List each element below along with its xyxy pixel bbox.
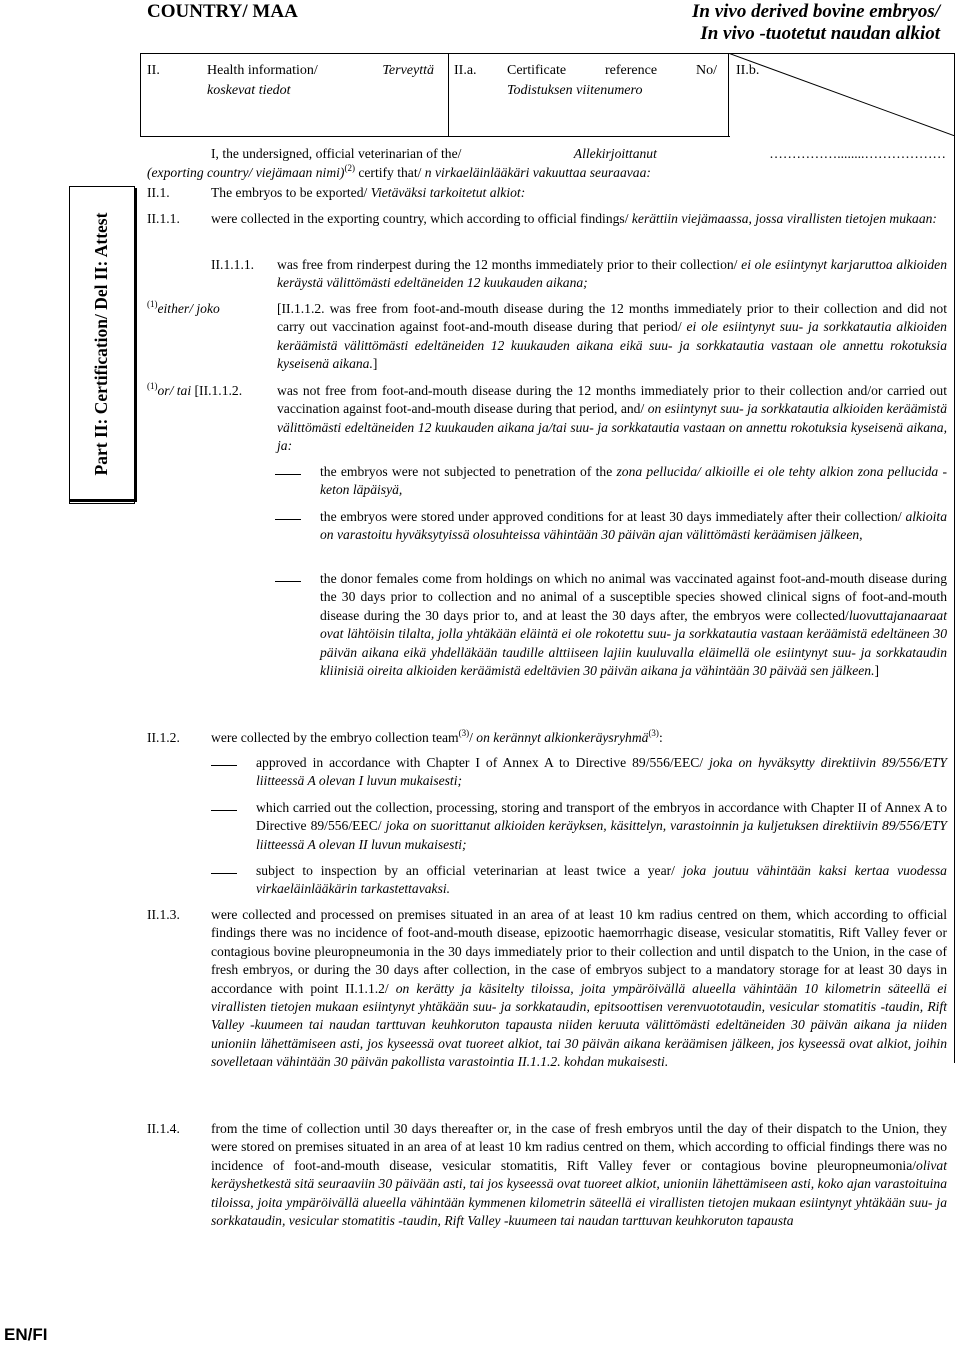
header-divider-1 bbox=[448, 53, 449, 136]
section-ii112-fi: ei ole esiintynyt suu- ja sorkkatautia alkioiden keräämistä välittömästi edeltäneiden 12 kuukauden aikana eikä suu- ja sorkkatautia vastaan ole annettu rokotuksia kyseisenä aikana. bbox=[277, 319, 947, 372]
intro-certify: certify that/ bbox=[354, 165, 422, 180]
section-ii12-en: were collected by the embryo collection team bbox=[211, 730, 459, 745]
or-item-2-fi: alkioita on varastoitu hyväksytyissä olosuhteissa vähintään 30 päivän ajan välittömästi keräämisen jälkeen, bbox=[320, 509, 947, 543]
section-ii11-text bbox=[211, 210, 947, 228]
section-ii14-fi: olivat keräyshetkestä sitä seuraaviin 30 päivään asti, tai jos kyseessä ovat tuoreet alkiot, unioniin lähettämiseen asti, koko ajan varastoituina tiloissa, joita ympäröivällä alueella vähintään kymmenen kilometrin säteellä ei virallisten tietojen mukaan esiintynyt yhtäkään suu- ja sorkkataudin, vesicular stomatitis -taudin, Rift Valley -kuumeen tai naudan tarttuvan keuhkoruton tapausta bbox=[211, 1157, 947, 1229]
cert-ref-label-a: Certificate bbox=[507, 63, 567, 78]
team-item-1-en: approved in accordance with Chapter I of Annex A to Directive 89/556/EEC/ bbox=[256, 755, 704, 770]
intro-footnote-2: (2) bbox=[344, 163, 355, 173]
section-ii112-close: ] bbox=[372, 356, 378, 372]
or-item-2 bbox=[320, 508, 947, 545]
team-item-1-fi: joka on hyväksytty direktiivin 89/556/ETY liitteessä A olevan I luvun mukaisesti; bbox=[256, 755, 947, 789]
or-item-1 bbox=[320, 463, 947, 500]
health-info-label bbox=[207, 61, 434, 101]
section-ii111-number: II.1.1.1. bbox=[211, 257, 255, 272]
section-ii1-number: II.1. bbox=[147, 185, 170, 200]
or-item-2-en: the embryos were stored under approved conditions for at least 30 days immediately after their collection/ bbox=[320, 509, 902, 524]
bullet-dash bbox=[211, 810, 237, 811]
cert-ref-number: II.a. bbox=[454, 63, 477, 78]
cert-ref-label-b: reference bbox=[605, 63, 658, 78]
intro-line-2 bbox=[147, 164, 947, 182]
bullet-dash bbox=[275, 474, 301, 475]
section-ii111-fi: ei ole esiintynyt karjaruttoa alkioiden keräystä välittömästi edeltäneiden 12 kuukauden aikana; bbox=[277, 257, 947, 291]
health-info-label-en: Health information/ bbox=[207, 63, 318, 78]
product-title bbox=[692, 1, 940, 45]
or-number: [II.1.1.2. bbox=[194, 383, 243, 398]
section-or-fi: on esiintynyt suu- ja sorkkatautia alkioiden keräämistä välittömästi edeltäneiden 12 kuukauden aikana ja/tai suu- ja sorkkatautia vastaan on annettu rokotuksia kyseisenä aikana, ja: bbox=[277, 401, 947, 454]
section-ii12-sep: / bbox=[469, 730, 473, 745]
intro-country-placeholder: (exporting country/ viejämaan nimi) bbox=[147, 165, 345, 180]
section-ii111-text bbox=[277, 256, 947, 293]
section-ii12-fi: on kerännyt alkionkeräysryhmä bbox=[472, 730, 649, 745]
health-info-label-fi-2: koskevat tiedot bbox=[207, 83, 291, 98]
product-title-en: In vivo derived bovine embryos/ bbox=[691, 1, 940, 22]
team-item-3 bbox=[256, 862, 947, 899]
or-item-1-fi: zona pellucida/ alkioille ei ole tehty alkion zona pellucida -keton läpäisyä, bbox=[320, 464, 947, 498]
bullet-dash bbox=[275, 519, 301, 520]
health-info-number: II. bbox=[147, 63, 160, 78]
section-ii13-en: were collected and processed on premises situated in an area of at least 10 km radius centred on them, which according to official findings there was no incidence of foot-and-mouth disease, epizootic haemorrhagic disease, vesicular stomatitis, Rift Valley fever or contagious bovine pleuropneumonia in the 30 days immediately prior to their collection and until dispatch to the Union, in the case of fresh embryos, or during the 30 days after collection, in the case of embryos subject to a mandatory storage for at least 30 days in accordance with point II.1.1.2/ bbox=[211, 907, 947, 996]
or-item-3-fi: luovuttajanaaraat ovat lähtöisin tilalta, jolla yhtäkään eläintä ei ole rokotettu suu- ja sorkkatautia vastaan keräämistä edeltäneen 30 päivän aikana eikä yhdelläkään taudille alttiiseen lajiin kuuluvalla eläimellä ole esiintynyt suu- ja sorkkataudin kliinisiä oireita alkioiden keräämistä edeltävien 30 päivän aikana ja vähintään 30 päivää sen jälkeen. bbox=[320, 607, 947, 679]
section-ii12-footnote-2: (3) bbox=[648, 728, 659, 738]
section-ii12-colon: : bbox=[658, 730, 663, 745]
iib-number: II.b. bbox=[736, 63, 760, 78]
header-diagonal bbox=[728, 53, 955, 136]
team-item-3-fi: joka joutuu vähintään kaksi kertaa vuodessa virkaeläinlääkärin tarkastettavaksi. bbox=[256, 863, 947, 897]
section-ii13-number: II.1.3. bbox=[147, 907, 180, 922]
either-label bbox=[147, 300, 220, 318]
cert-ref-label bbox=[507, 61, 717, 101]
team-item-2-en: which carried out the collection, processing, storing and transport of the embryos in accordance with Chapter II of Annex A to Directive 89/556/EEC/ bbox=[256, 800, 947, 834]
section-or-en: was not free from foot-and-mouth disease during the 12 months immediately prior to their collection and/or carried out vaccination against foot-and-mouth disease during that period, and/ bbox=[277, 383, 947, 417]
header-left-rule bbox=[140, 53, 141, 136]
team-item-2 bbox=[256, 799, 947, 854]
either-text: either/ joko bbox=[157, 301, 220, 316]
section-ii111-en: was free from rinderpest during the 12 months immediately prior to their collection/ bbox=[277, 257, 738, 272]
either-footnote: (1) bbox=[147, 299, 158, 309]
section-ii1-en: The embryos to be exported/ bbox=[211, 185, 368, 200]
side-panel-shadow-bottom bbox=[69, 499, 137, 502]
cert-ref-label-fi: Todistuksen viitenumero bbox=[507, 83, 643, 98]
section-ii112-number: [II.1.1.2. bbox=[277, 301, 325, 316]
or-item-3-en: the donor females come from holdings on which no animal was vaccinated against foot-and-mouth disease during the 30 days prior to collection and no animal of a susceptible species showed clinical signs of foot-and-mouth disease during the 30 days prior to, and at least the 30 days after, the embryos were collected/ bbox=[320, 571, 947, 623]
section-ii112-or-text bbox=[277, 382, 947, 456]
section-ii1-text bbox=[211, 184, 525, 202]
section-ii11-en: were collected in the exporting country, which according to official findings/ bbox=[211, 211, 629, 226]
page-right-rule bbox=[954, 53, 955, 1063]
product-title-fi: In vivo -tuotetut naudan alkiot bbox=[700, 23, 940, 44]
section-ii12-text bbox=[211, 729, 947, 747]
intro-fi: Allekirjoittanut bbox=[573, 146, 657, 161]
intro-line-1 bbox=[211, 145, 946, 163]
section-ii13-text bbox=[211, 906, 947, 1072]
country-label: COUNTRY/ MAA bbox=[147, 1, 298, 22]
section-ii14-en: from the time of collection until 30 days thereafter or, in the case of fresh embryos until the day of their dispatch to the Union, they were stored on premises situated in an area of at least 10 km radius centred on them, which according to official findings there was no incidence of foot-and-mouth disease, vesicular stomatitis, Rift Valley fever or contagious bovine pleuropneumonia/ bbox=[211, 1121, 947, 1173]
language-code: EN/FI bbox=[4, 1325, 48, 1344]
section-ii12-number: II.1.2. bbox=[147, 730, 180, 745]
bullet-dash bbox=[211, 873, 237, 874]
header-bottom-rule bbox=[140, 136, 730, 137]
section-ii11-number: II.1.1. bbox=[147, 211, 180, 226]
cert-ref-label-c: No/ bbox=[695, 63, 717, 78]
or-item-1-en: the embryos were not subjected to penetration of the bbox=[320, 464, 617, 479]
bullet-dash bbox=[275, 581, 301, 582]
or-footnote: (1) bbox=[147, 381, 158, 391]
section-ii14-text bbox=[211, 1120, 947, 1230]
section-ii1-fi: Vietäväksi tarkoitetut alkiot: bbox=[367, 185, 526, 200]
intro-certify-fi: n virkaeläinlääkäri vakuuttaa seuraavaa: bbox=[421, 165, 651, 180]
health-info-label-fi: Terveyttä bbox=[382, 63, 434, 78]
section-ii14-number: II.1.4. bbox=[147, 1121, 180, 1136]
bullet-dash bbox=[211, 765, 237, 766]
section-ii112-either-text bbox=[277, 300, 947, 374]
or-item-3-close: ] bbox=[874, 663, 879, 679]
or-item-3 bbox=[320, 570, 947, 680]
team-item-1 bbox=[256, 754, 947, 791]
intro-en: I, the undersigned, official veterinarian of the/ bbox=[211, 146, 462, 161]
section-ii112-en: was free from foot-and-mouth disease during the 12 months immediately prior to their collection and did not carry out vaccination against foot-and-mouth disease during that period/ bbox=[277, 301, 947, 335]
section-ii13-fi: on kerätty ja käsitelty tiloissa, joita ympäröivällä alueella vähintään 10 kilometrin säteellä ei virallisten tietojen mukaan esiintynyt yhtäkään suu- ja sorkkataudin, epitsoottisen verenvuototaudin, vesicular stomatitis -taudin, Rift Valley -kuumeen tai naudan tarttuvan keuhkoruton tapausta niiden keruuta välittömästi edeltäneiden 30 päivän aikana ja niiden unioniin lähettämiseen asti, jos kyseessä ovat tuoreet alkiot, tai 30 päivän aikana keräämisen jälkeen, jos kyseessä ovat alkiot, joihin sovelletaan vähintään 30 päivän pakollista varastointia II.1.1.2. kohdan mukaisesti. bbox=[211, 980, 947, 1070]
or-text: or/ tai bbox=[157, 383, 192, 398]
section-ii12-footnote-1: (3) bbox=[458, 728, 470, 738]
side-panel-shadow-right bbox=[134, 188, 137, 502]
intro-dots: ……………........……………… bbox=[769, 146, 946, 161]
side-panel-label: Part II: Certification/ Del II: Attest bbox=[91, 212, 111, 476]
team-item-3-en: subject to inspection by an official veterinarian at least twice a year/ bbox=[256, 863, 675, 878]
or-label bbox=[147, 382, 242, 400]
section-ii11-fi: kerättiin viejämaassa, jossa virallisten tietojen mukaan: bbox=[628, 211, 937, 226]
team-item-2-fi: joka on suorittanut alkioiden keräyksen, käsittelyn, varastoinnin ja kuljetuksen direktiivin 89/556/ETY liitteessä A olevan II luvun mukaisesti; bbox=[256, 818, 947, 852]
